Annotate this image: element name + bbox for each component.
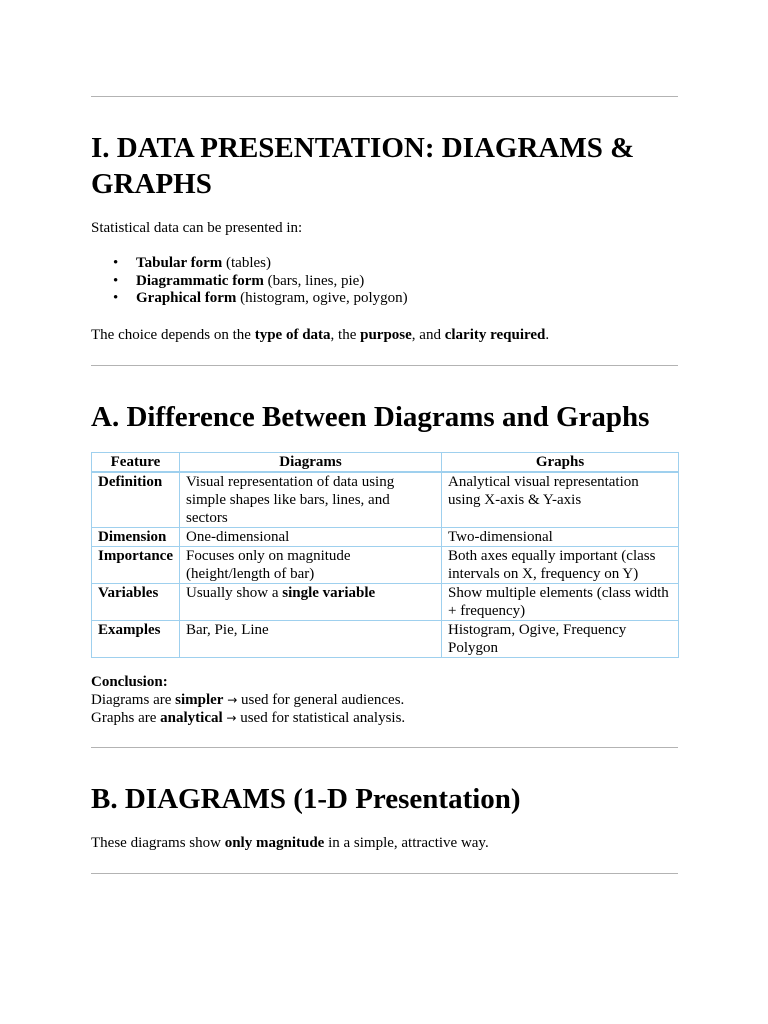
comparison-table: [91, 452, 679, 658]
presentation-forms-list: [91, 255, 678, 308]
section-a-title: A. Difference Between Diagrams and Graphs: [91, 401, 650, 433]
conclusion-label: Conclusion:: [91, 674, 168, 690]
list-item: [91, 255, 678, 273]
feature-cell: Importance: [92, 547, 180, 584]
choice-text: The choice depends on the type of data, the purpose, and clarity required.: [91, 327, 550, 343]
form-name: Tabular form: [136, 255, 223, 271]
column-header: Feature: [92, 453, 180, 473]
feature-cell: Variables: [92, 584, 180, 621]
bullet-icon: •: [113, 255, 119, 271]
section-i-title: [91, 130, 678, 202]
section-i-title-line1: I. DATA PRESENTATION: DIAGRAMS &: [91, 132, 635, 164]
diagrams-cell: Visual representation of data using simple shapes like bars, lines, and sectors: [180, 472, 442, 528]
graphs-cell: Show multiple elements (class width + frequency): [442, 584, 679, 621]
form-detail: (tables): [222, 255, 271, 271]
graphs-cell: Analytical visual representation using X-axis & Y-axis: [442, 472, 679, 528]
feature-cell: Dimension: [92, 528, 180, 547]
table-row: [92, 472, 679, 528]
arrow-right-icon: →: [227, 693, 238, 707]
form-detail: (histogram, ogive, polygon): [236, 290, 408, 306]
section-b-desc: These diagrams show only magnitude in a simple, attractive way.: [91, 835, 489, 851]
list-item: [91, 290, 678, 308]
table-row: [92, 547, 679, 584]
table-header-row: [92, 453, 679, 473]
table-row: [92, 584, 679, 621]
list-item: [91, 273, 678, 291]
diagrams-cell: One-dimensional: [180, 528, 442, 547]
feature-cell: Definition: [92, 472, 180, 528]
table-row: [92, 621, 679, 658]
bullet-icon: •: [113, 290, 119, 306]
column-header: Diagrams: [180, 453, 442, 473]
divider: [91, 96, 678, 97]
conclusion-block: Conclusion: Diagrams are simpler → used for general audiences. Graphs are analytical → used for statistical analysis.: [91, 674, 406, 726]
intro-text: Statistical data can be presented in:: [91, 220, 303, 236]
column-header: Graphs: [442, 453, 679, 473]
graphs-cell: Histogram, Ogive, Frequency Polygon: [442, 621, 679, 658]
divider: [91, 365, 678, 366]
diagrams-cell: Usually show a single variable: [180, 584, 442, 621]
section-i-title-line2: GRAPHS: [91, 168, 212, 200]
form-detail: (bars, lines, pie): [263, 272, 365, 289]
form-name: Diagrammatic form: [136, 272, 264, 289]
bullet-icon: •: [113, 272, 119, 289]
graphs-cell: Both axes equally important (class intervals on X, frequency on Y): [442, 547, 679, 584]
diagrams-cell: Focuses only on magnitude (height/length of bar): [180, 547, 442, 584]
form-name: Graphical form: [136, 290, 237, 306]
arrow-right-icon: →: [226, 711, 237, 725]
diagrams-cell: Bar, Pie, Line: [180, 621, 442, 658]
table-row: [92, 528, 679, 547]
feature-cell: Examples: [92, 621, 180, 658]
section-b-title: B. DIAGRAMS (1-D Presentation): [91, 783, 521, 815]
divider: [91, 747, 678, 748]
divider: [91, 873, 678, 874]
graphs-cell: Two-dimensional: [442, 528, 679, 547]
